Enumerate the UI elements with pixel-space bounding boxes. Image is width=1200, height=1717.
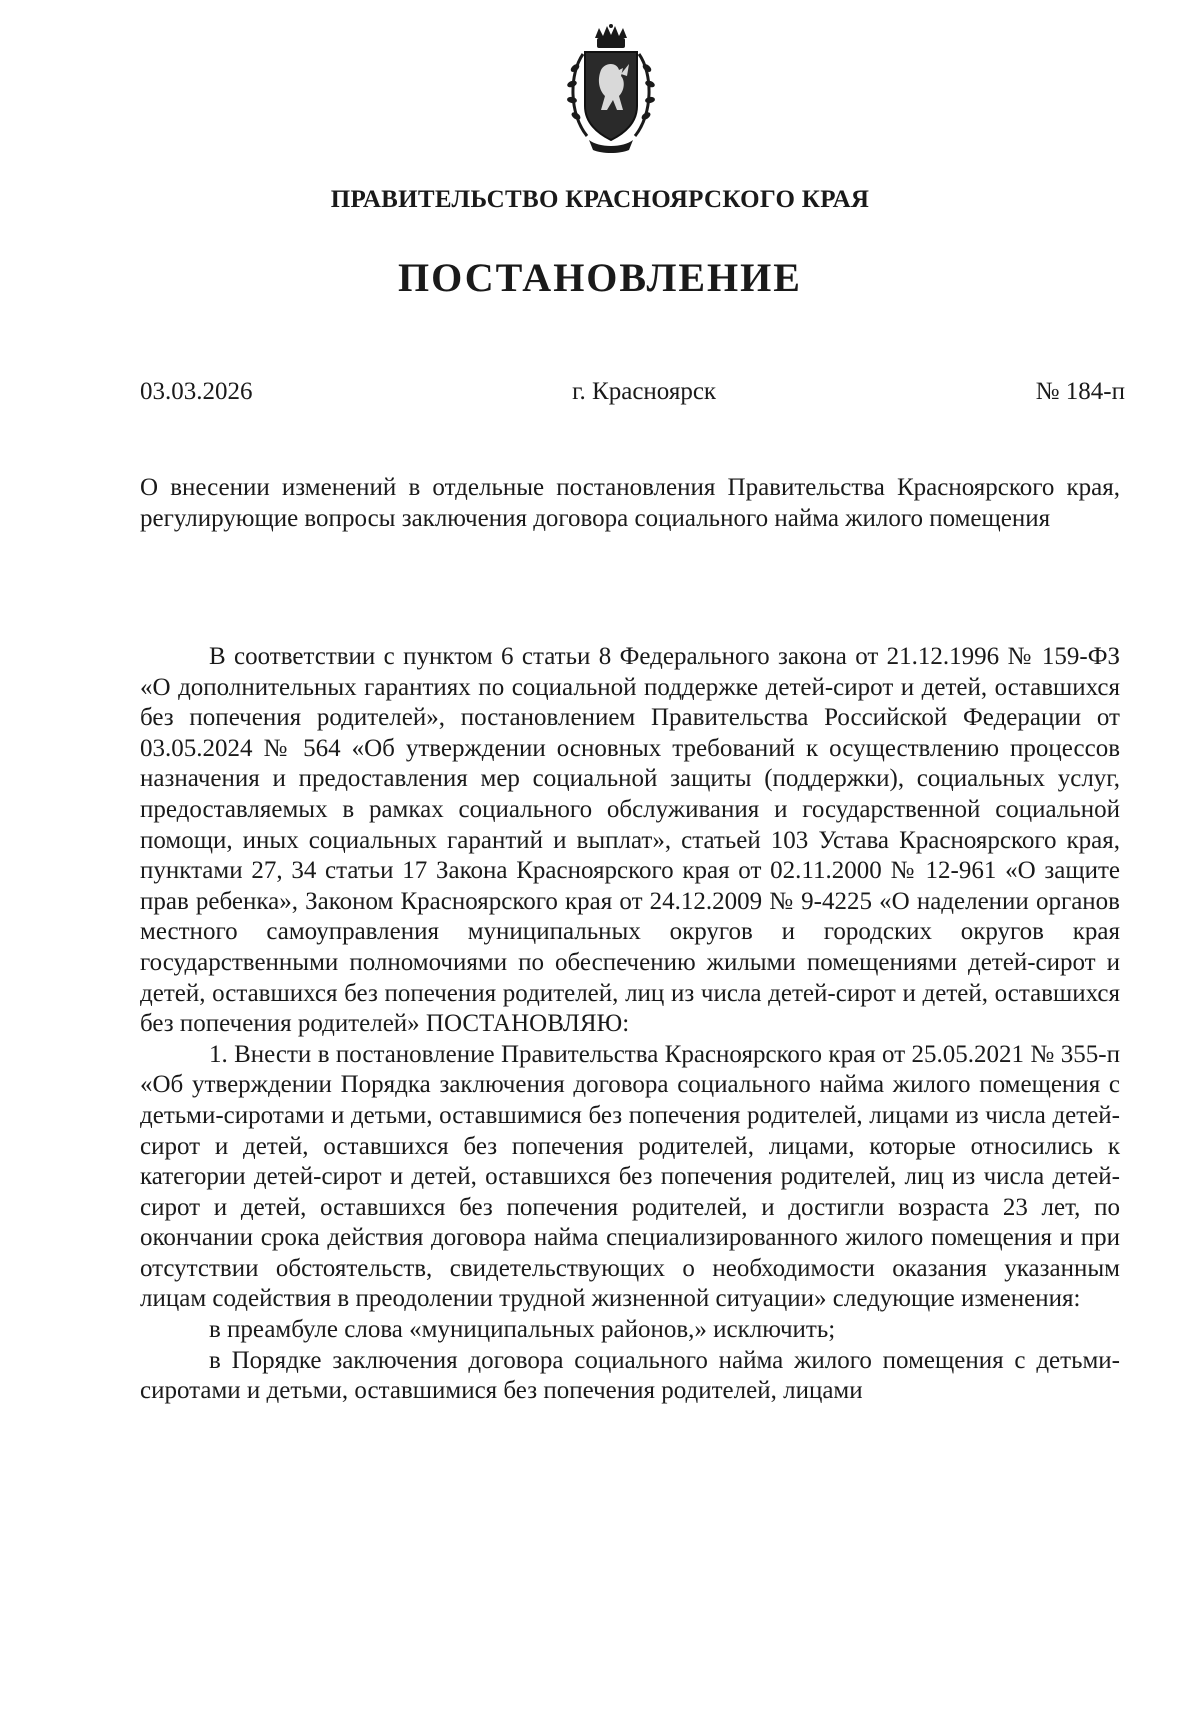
document-subject: О внесении изменений в отдельные постановления Правительства Красноярского края, регулирующие вопросы заключения договора социального найма жилого помещения	[140, 474, 1120, 532]
coat-of-arms-icon	[565, 24, 657, 154]
document-type-title: ПОСТАНОВЛЕНИЕ	[398, 255, 802, 300]
document-meta-row	[140, 378, 1125, 406]
document-number: № 184-п	[1035, 378, 1125, 405]
document-city: г. Красноярск	[572, 378, 717, 405]
body-paragraph: в преамбуле слова «муниципальных районов,» исключить;	[209, 1316, 836, 1344]
issuing-authority: ПРАВИТЕЛЬСТВО КРАСНОЯРСКОГО КРАЯ	[330, 186, 870, 213]
body-paragraph: в Порядке заключения договора социального найма жилого помещения с детьми-сиротами и детьми, оставшимися без попечения родителей, лицами	[140, 1346, 1120, 1405]
body-paragraph: 1. Внести в постановление Правительства Красноярского края от 25.05.2021 № 355-п «Об утверждении Порядка заключения договора социального найма жилого помещения с детьми-сиротами и детьми, оставшимися без попечения родителей, лицами из числа детей-сирот и детей, оставшихся без попечения родителей, лицами, которые относились к категории детей-сирот и детей, оставшихся без попечения родителей, лиц из числа детей-сирот и детей, оставшихся без попечения родителей, и достигли возраста 23 лет, по окончании срока действия договора найма специализированного жилого помещения и при отсутствии обстоятельств, свидетельствующих о необходимости оказания указанным лицам содействия в преодолении трудной жизненной ситуации» следующие изменения:	[140, 1040, 1120, 1313]
document-body	[140, 642, 1120, 1407]
document-date: 03.03.2026	[140, 378, 253, 405]
body-paragraph: В соответствии с пунктом 6 статьи 8 Федерального закона от 21.12.1996 № 159-ФЗ «О дополнительных гарантиях по социальной поддержке детей-сирот и детей, оставшихся без попечения родителей», постановлением Правительства Российской Федерации от 03.05.2024 № 564 «Об утверждении основных требований к осуществлению процессов назначения и предоставления мер социальной защиты (поддержки), социальных услуг, предоставляемых в рамках социального обслуживания и государственной социальной помощи, иных социальных гарантий и выплат», статьей 103 Устава Красноярского края, пунктами 27, 34 статьи 17 Закона Красноярского края от 02.11.2000 № 12-961 «О защите прав ребенка», Законом Красноярского края от 24.12.2009 № 9-4225 «О наделении органов местного самоуправления муниципальных округов и городских округов края государственными полномочиями по обеспечению жилыми помещениями детей-сирот и детей, оставшихся без попечения родителей, лиц из числа детей-сирот и детей, оставшихся без попечения родителей» ПОСТАНОВЛЯЮ:	[140, 643, 1120, 1038]
